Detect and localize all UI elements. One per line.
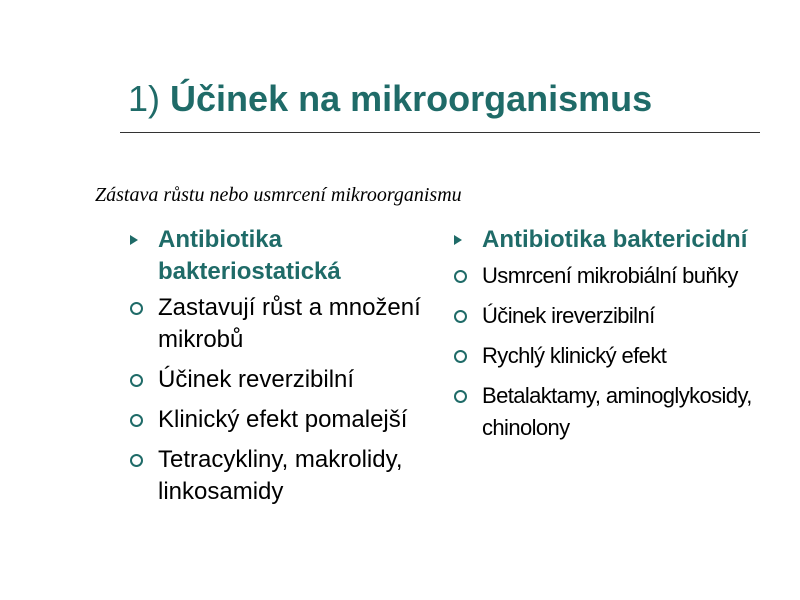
- circle-bullet-icon: [128, 364, 148, 396]
- right-column: [452, 224, 782, 452]
- title-number: 1): [128, 78, 161, 119]
- list-item-text: Účinek reverzibilní: [158, 366, 355, 393]
- list-item: [128, 364, 428, 396]
- list-item-text: Betalaktamy, aminoglykosidy, chinolony: [482, 383, 752, 440]
- list-item-text: Rychlý klinický efekt: [482, 343, 667, 368]
- left-heading: Antibiotika bakteriostatická: [158, 226, 341, 285]
- title-text: Účinek na mikroorganismus: [170, 78, 653, 119]
- list-item: [452, 260, 782, 292]
- circle-bullet-icon: [452, 380, 472, 412]
- circle-bullet-icon: [452, 340, 472, 372]
- list-item: [452, 300, 782, 332]
- left-column: [128, 224, 428, 516]
- arrow-bullet-icon: [128, 224, 148, 256]
- list-item: [128, 292, 428, 356]
- circle-bullet-icon: [452, 300, 472, 332]
- list-item-text: Tetracykliny, makrolidy, linkosamidy: [158, 446, 403, 505]
- left-heading-item: [128, 224, 428, 288]
- arrow-bullet-icon: [452, 224, 472, 256]
- circle-bullet-icon: [452, 260, 472, 292]
- slide-title: [128, 78, 652, 120]
- list-item: [452, 340, 782, 372]
- list-item-text: Zastavují růst a množení mikrobů: [158, 294, 421, 353]
- right-heading-item: [452, 224, 782, 256]
- list-item-text: Usmrcení mikrobiální buňky: [482, 263, 738, 288]
- slide-subtitle: Zástava růstu nebo usmrcení mikroorganismu: [95, 184, 462, 206]
- title-divider: [120, 132, 760, 133]
- circle-bullet-icon: [128, 404, 148, 436]
- circle-bullet-icon: [128, 292, 148, 324]
- list-item-text: Klinický efekt pomalejší: [158, 406, 408, 433]
- list-item: [452, 380, 782, 444]
- right-heading: Antibiotika baktericidní: [482, 226, 748, 253]
- list-item: [128, 444, 428, 508]
- circle-bullet-icon: [128, 444, 148, 476]
- list-item-text: Účinek ireverzibilní: [482, 303, 655, 328]
- list-item: [128, 404, 428, 436]
